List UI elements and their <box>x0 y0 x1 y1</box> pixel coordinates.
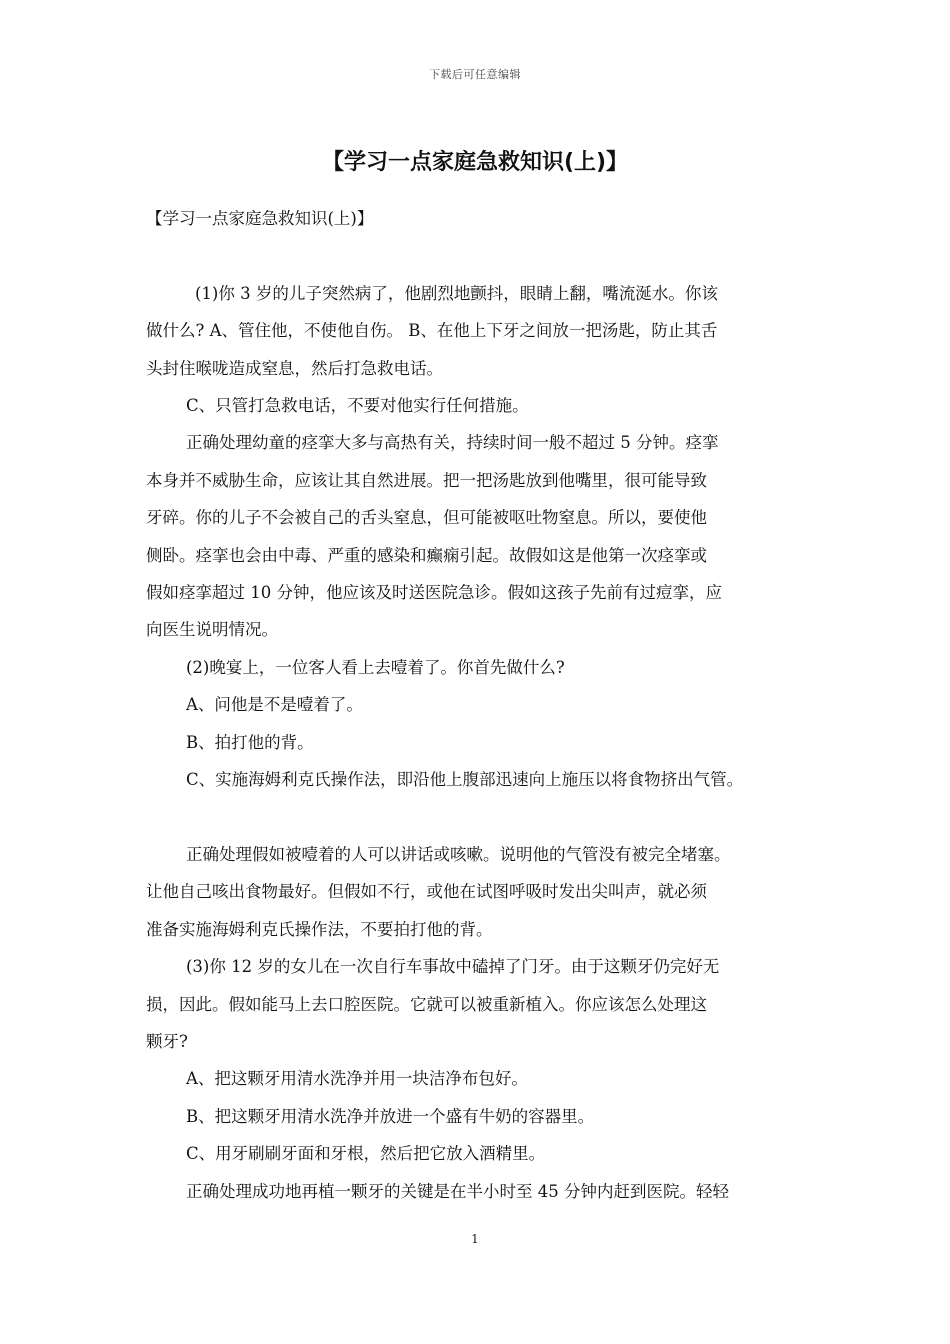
option-line: C、用牙刷刷牙面和牙根，然后把它放入酒精里。 <box>186 1144 546 1164</box>
option-line: A、问他是不是噎着了。 <box>186 695 363 715</box>
paragraph-line: 侧卧。痉挛也会由中毒、严重的感染和癫痫引起。故假如这是他第一次痉挛或 <box>146 545 707 565</box>
question-line: (2)晚宴上，一位客人看上去噎着了。你首先做什么? <box>186 657 565 677</box>
header-note: 下载后可任意编辑 <box>429 68 521 81</box>
paragraph-line: 准备实施海姆利克氏操作法，不要拍打他的背。 <box>146 919 493 939</box>
question-line: (3)你 12 岁的女儿在一次自行车事故中磕掉了门牙。由于这颗牙仍完好无 <box>186 957 720 977</box>
paragraph-line: 假如痉挛超过 10 分钟，他应该及时送医院急诊。假如这孩子先前有过痘挛，应 <box>146 583 722 603</box>
paragraph-line: 做什么? A、管住他，不使他自伤。 B、在他上下牙之间放一把汤匙，防止其舌 <box>146 321 718 341</box>
document-body <box>146 200 808 1210</box>
option-line: A、把这颗牙用清水洗净并用一块洁净布包好。 <box>186 1069 528 1089</box>
paragraph-line: 头封住喉咙造成窒息，然后打急救电话。 <box>146 358 443 378</box>
page-number: 1 <box>471 1232 479 1246</box>
paragraph-line: 正确处理假如被噎着的人可以讲话或咳嗽。说明他的气管没有被完全堵塞。 <box>186 844 731 864</box>
paragraph-line: 损，因此。假如能马上去口腔医院。它就可以被重新植入。你应该怎么处理这 <box>146 994 707 1014</box>
blank-line <box>146 798 808 835</box>
paragraph-line: 正确处理幼童的痉挛大多与高热有关，持续时间一般不超过 5 分钟。痉挛 <box>186 433 719 453</box>
blank-line <box>146 237 808 274</box>
paragraph-line: 正确处理成功地再植一颗牙的关键是在半小时至 45 分钟内赶到医院。轻轻 <box>186 1181 729 1201</box>
paragraph-line: (1)你 3 岁的儿子突然病了，他剧烈地颤抖，眼睛上翻，嘴流涎水。你该 <box>195 283 718 303</box>
option-line: B、把这颗牙用清水洗净并放进一个盛有牛奶的容器里。 <box>186 1106 595 1126</box>
subtitle-line: 【学习一点家庭急救知识(上)】 <box>146 209 374 228</box>
document-title: 【学习一点家庭急救知识(上)】 <box>321 150 629 175</box>
paragraph-line: 让他自己咳出食物最好。但假如不行，或他在试图呼吸时发出尖叫声，就必须 <box>146 882 707 902</box>
option-line: C、实施海姆利克氏操作法，即沿他上腹部迅速向上施压以将食物挤出气管。 <box>186 770 744 790</box>
paragraph-line: 本身并不威胁生命，应该让其自然进展。把一把汤匙放到他嘴里，很可能导致 <box>146 470 707 490</box>
paragraph-line: 颗牙? <box>146 1031 188 1051</box>
paragraph-line: 向医生说明情况。 <box>146 620 278 640</box>
paragraph-line: 牙碎。你的儿子不会被自己的舌头窒息，但可能被呕吐物窒息。所以，要使他 <box>146 508 707 528</box>
option-line: C、只管打急救电话，不要对他实行任何措施。 <box>186 396 529 416</box>
option-line: B、拍打他的背。 <box>186 732 314 752</box>
